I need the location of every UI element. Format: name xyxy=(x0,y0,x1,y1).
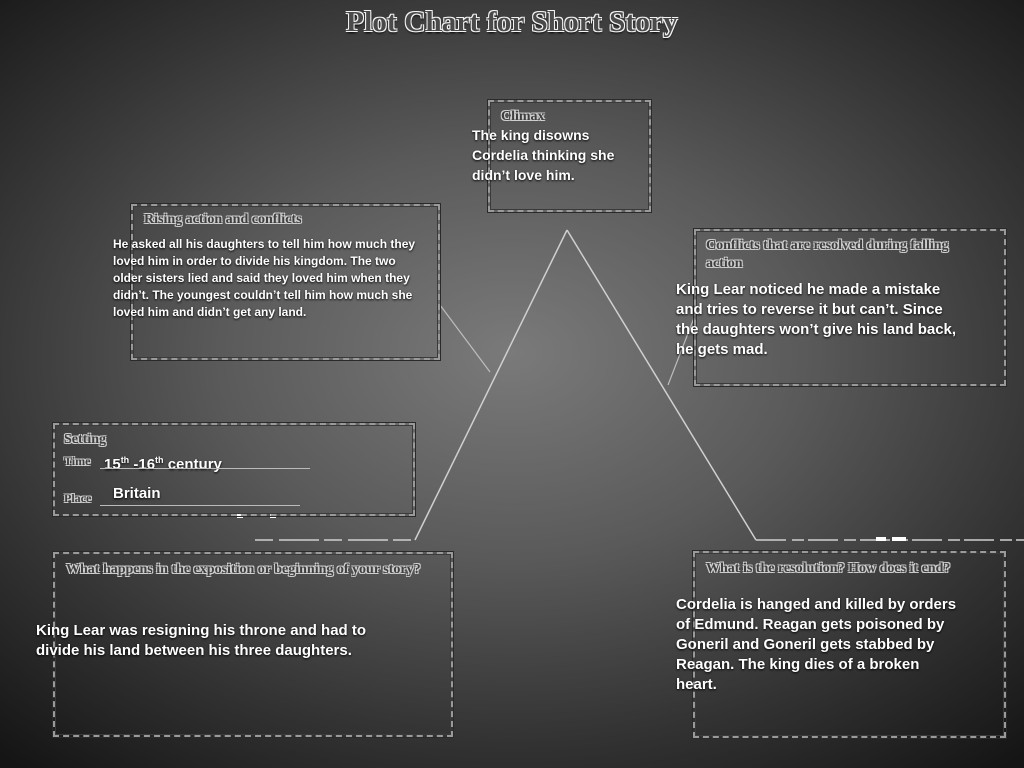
setting-place-blank xyxy=(100,505,300,506)
setting-place-value: Britain xyxy=(113,485,161,502)
resolution-text: Cordelia is hanged and killed by orders of Edmund. Reagan gets poisoned by Goneril and Goneril gets stabbed by Reagan. The king dies of a broken heart. xyxy=(676,596,957,693)
exposition-text: King Lear was resigning his throne and had to divide his land between his three daughters. xyxy=(36,622,367,659)
setting-time-tail: century xyxy=(163,456,222,473)
climax-heading: Climax xyxy=(501,109,545,124)
rising-action-heading: Rising action and conflicts xyxy=(144,212,302,227)
falling-action-heading: Conflicts that are resolved during falling action xyxy=(706,238,949,271)
exposition-heading: What happens in the exposition or beginning of your story? xyxy=(66,562,421,577)
rising-action-text: He asked all his daughters to tell him how much they loved him in order to divide his kingdom. The two older sisters lied and said they loved him when they didn’t. The youngest couldn’t tell him how much she loved him and didn’t get any land. xyxy=(113,237,416,319)
setting-time-blank xyxy=(100,468,310,469)
setting-time-value xyxy=(104,450,304,475)
setting-time-separator: -16 xyxy=(129,456,156,473)
mark xyxy=(876,537,886,541)
setting-time-start: 15 xyxy=(104,456,121,473)
setting-time-end-suffix: th xyxy=(155,455,164,465)
resolution-heading: What is the resolution? How does it end? xyxy=(706,561,951,576)
setting-heading: Setting xyxy=(64,432,106,447)
setting-time-label: Time xyxy=(64,454,91,468)
mark xyxy=(892,537,906,541)
setting-place-label: Place xyxy=(64,491,92,505)
rising-connector-line xyxy=(440,305,490,372)
setting-time-start-suffix: th xyxy=(120,455,130,465)
climax-text: The king disowns Cordelia thinking she didn’t love him. xyxy=(472,127,615,183)
page-title: Plot Chart for Short Story xyxy=(346,6,678,38)
falling-action-text: King Lear noticed he made a mistake and tries to reverse it but can’t. Since the daughters won’t give his land back, he gets mad. xyxy=(676,281,957,358)
